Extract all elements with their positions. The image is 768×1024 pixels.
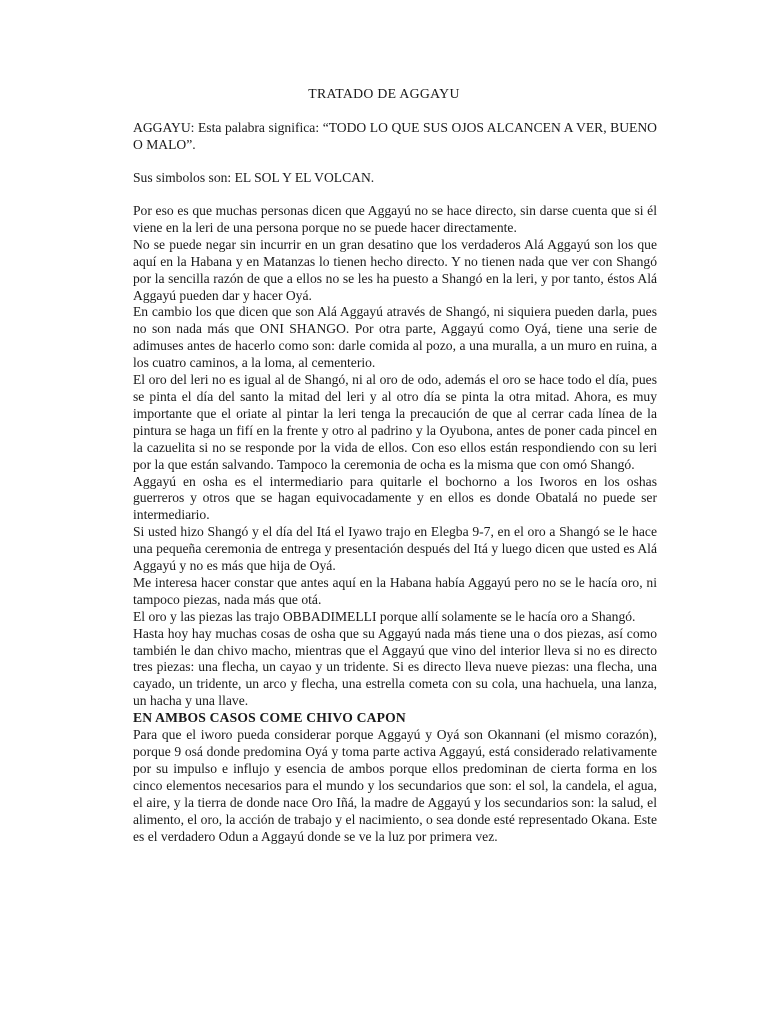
closing-paragraph: Para que el iworo pueda considerar porque Aggayú y Oyá son Okannani (el mismo corazón), porque 9 osá donde predomina Oyá y toma parte activa Aggayú, está considerado relativamente por su impulso e influjo y esencia de ambos porque ellos predominan de cierta forma en los cinco elementos necesarios para el mundo y los secundarios que son: el sol, la candela, el agua, el aire, y la tierra de donde nace Oro Iñá, la madre de Aggayú y los secundarios son: la salud, el alimento, el oro, la acción de trabajo y el nacimiento, o sea donde esté representado Okana. Este es el verdadero Odun a Aggayú donde se ve la luz por primera vez. [133,727,657,844]
body-paragraph: Por eso es que muchas personas dicen que Aggayú no se hace directo, sin darse cuenta que si él viene en la leri de una persona porque no se puede hacer directamente. [133,203,657,235]
body-paragraph: El oro y las piezas las trajo OBBADIMELLI porque allí solamente se le hacía oro a Shangó. [133,608,636,624]
body-paragraph: Aggayú en osha es el intermediario para quitarle el bochorno a los Iworos en los oshas guerreros y otros que se hagan equivocadamente y en ellos es donde Obatalá no puede ser intermediario. [133,473,657,523]
symbols-block [133,170,657,187]
document-title: TRATADO DE AGGAYU [308,86,460,101]
intro-paragraph: AGGAYU: Esta palabra significa: “TODO LO QUE SUS OJOS ALCANCEN A VER, BUENO O MALO”. [133,120,657,152]
intro-block [133,120,657,154]
body-paragraph: Si usted hizo Shangó y el día del Itá el Iyawo trajo en Elegba 9-7, en el oro a Shangó se le hace una pequeña ceremonia de entrega y presentación después del Itá y luego dicen que usted es Alá Aggayú y no es más que hija de Oyá. [133,524,657,574]
body-paragraph: El oro del leri no es igual al de Shangó, ni al oro de odo, además el oro se hace todo el día, pues se pinta el día del santo la mitad del leri y al otro día se pinta la otra mitad. Ahora, es muy importante que el oriate al pintar la leri tenga la precaución de que al cerrar cada línea de la pintura se haga un fifí en la frente y otro al padrino y la Oyubona, antes de poner cada pincel en la cazuelita si no se responde por la vida de ellos. Con eso ellos están respondiendo con su leri por la que están salvando. Tampoco la ceremonia de ocha es la misma que con omó Shangó. [133,372,657,472]
symbols-paragraph: Sus simbolos son: EL SOL Y EL VOLCAN. [133,170,375,185]
body-block [133,203,657,845]
body-paragraph: Hasta hoy hay muchas cosas de osha que su Aggayú nada más tiene una o dos piezas, así como también le dan chivo macho, mientras que el Aggayú que vino del interior lleva si no es directo tres piezas: una flecha, un cayao y un tridente. Si es directo lleva nueve piezas: una flecha, una cayado, un tridente, un arco y flecha, una estrella cometa con su cola, una hachuela, una lanza, un hacha y una llave. [133,625,657,709]
body-paragraph: No se puede negar sin incurrir en un gran desatino que los verdaderos Alá Aggayú son los que aquí en la Habana y en Matanzas lo tienen hecho directo. Y no tienen nada que ver con Shangó por la sencilla razón de que a ellos no se les ha puesto a Shangó en la leri, y por tanto, éstos Alá Aggayú pueden dar y hacer Oyá. [133,236,657,303]
body-paragraph: Me interesa hacer constar que antes aquí en la Habana había Aggayú pero no se le hacía oro, ni tampoco piezas, nada más que otá. [133,574,657,607]
body-paragraph: En cambio los que dicen que son Alá Aggayú através de Shangó, ni siquiera pueden darla, pues no son nada más que ONI SHANGO. Por otra parte, Aggayú como Oyá, tiene una serie de adimuses antes de hacerlo como son: darle comida al pozo, a una muralla, a un muro en ruina, a los cuatro caminos, a la loma, al cementerio. [133,304,657,371]
section-heading: EN AMBOS CASOS COME CHIVO CAPON [133,710,406,726]
